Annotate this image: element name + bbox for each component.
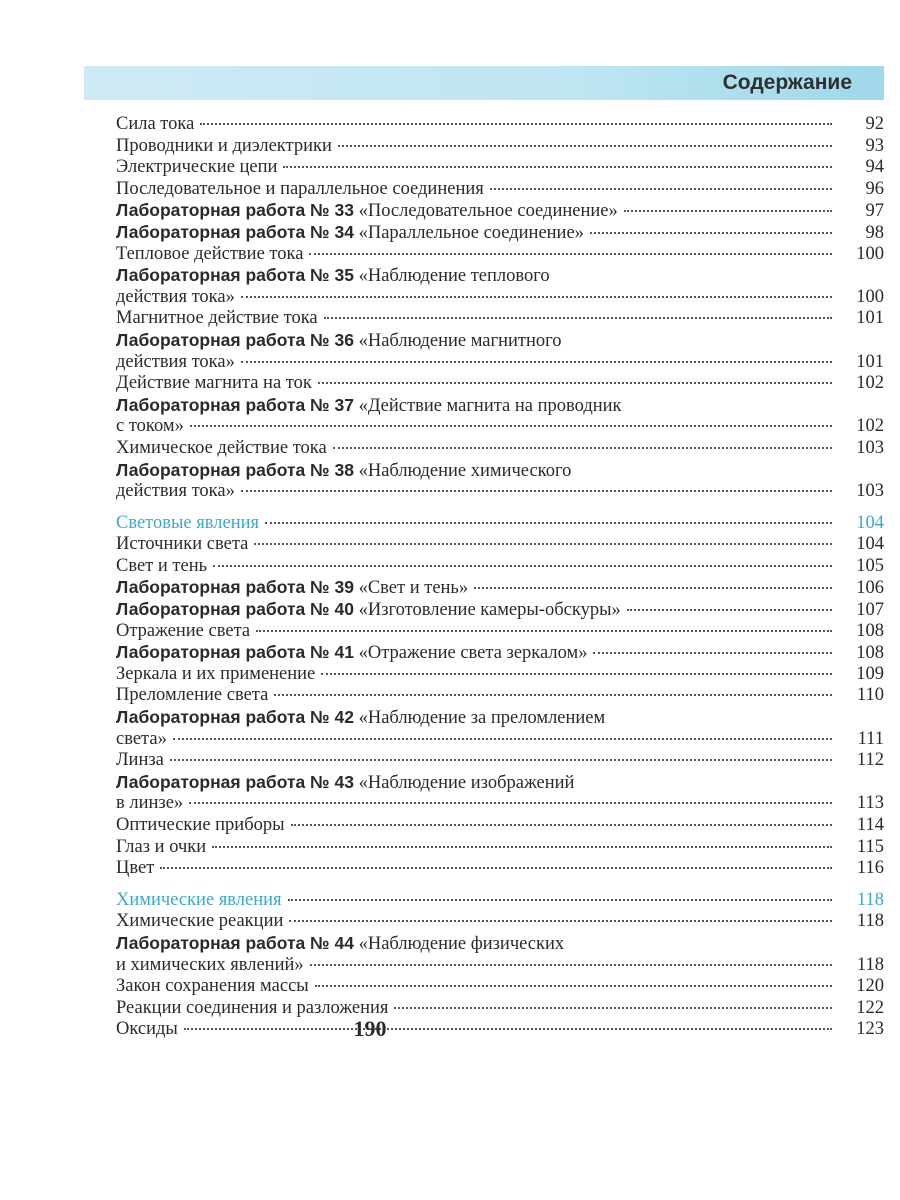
- toc-entry-first-line: [116, 707, 884, 729]
- toc-entry[interactable]: [116, 136, 884, 158]
- toc-entry[interactable]: [116, 685, 884, 707]
- toc-page-number: 105: [856, 555, 884, 576]
- dot-leader: [338, 145, 832, 147]
- toc-page-number: 109: [856, 663, 884, 684]
- dot-leader: [315, 985, 832, 987]
- toc-entry-title: Реакции соединения и разложения: [116, 997, 389, 1018]
- toc-page-number: 103: [856, 437, 884, 458]
- lab-description: «Последовательное соединение»: [353, 201, 618, 222]
- toc-entry[interactable]: [116, 599, 884, 621]
- toc-entry-title: Источники света: [116, 534, 249, 555]
- toc-entry[interactable]: [116, 373, 884, 395]
- toc-page-number: 102: [856, 373, 884, 394]
- dot-leader: [265, 522, 832, 524]
- toc-entry-title: Химическое действие тока: [116, 437, 327, 458]
- dot-leader: [593, 652, 832, 654]
- dot-leader: [189, 802, 832, 804]
- toc-page-number: 114: [856, 815, 884, 835]
- toc-entry-continuation: действия тока»: [116, 286, 235, 307]
- dot-leader: [212, 846, 832, 848]
- toc-page-number: 102: [856, 416, 884, 437]
- dot-leader: [490, 188, 832, 190]
- section-spacer: [116, 880, 884, 890]
- dot-leader: [310, 964, 832, 966]
- dot-leader: [318, 382, 832, 384]
- toc-page-number: 112: [856, 750, 884, 771]
- toc-entry[interactable]: [116, 157, 884, 179]
- dot-leader: [241, 296, 832, 298]
- lab-description: «Наблюдение теплового: [353, 266, 550, 287]
- toc-page-number: 116: [856, 858, 884, 879]
- lab-title: Лабораторная работа № 41: [116, 642, 354, 663]
- toc-page-number: 108: [856, 643, 884, 664]
- toc-entry[interactable]: [116, 642, 884, 664]
- toc-page-number: 111: [857, 728, 884, 749]
- dot-leader: [254, 543, 832, 545]
- lab-title: Лабораторная работа № 44: [116, 932, 354, 953]
- toc-entry-title: Глаз и очки: [116, 836, 207, 857]
- dot-leader: [173, 738, 832, 740]
- toc-entry[interactable]: [116, 556, 884, 578]
- toc-entry[interactable]: [116, 114, 884, 136]
- dot-leader: [256, 630, 832, 632]
- dot-leader: [590, 232, 832, 234]
- dot-leader: [289, 920, 832, 922]
- lab-title: Лабораторная работа № 33: [116, 200, 354, 221]
- toc-entry-continuation: действия тока»: [116, 481, 235, 502]
- toc-page-number: 118: [856, 954, 884, 975]
- lab-description: «Изготовление камеры-обскуры»: [353, 600, 621, 621]
- dot-leader: [241, 361, 832, 363]
- toc-entry-first-line: [116, 772, 884, 794]
- toc-entry-first-line: [116, 933, 884, 955]
- toc-entry-continuation: в линзе»: [116, 793, 184, 814]
- toc-page-number: 94: [865, 157, 884, 178]
- dot-leader: [309, 253, 832, 255]
- dot-leader: [213, 565, 832, 567]
- toc-entry[interactable]: [116, 621, 884, 643]
- toc-entry-title: [116, 642, 587, 665]
- toc-entry[interactable]: [116, 858, 884, 880]
- toc-entry-title: Сила тока: [116, 114, 195, 134]
- toc-entry[interactable]: [116, 793, 884, 815]
- toc-entry-title: Химические реакции: [116, 911, 284, 932]
- toc-entry[interactable]: [116, 200, 884, 222]
- dot-leader: [627, 609, 832, 611]
- toc-entry-title: Оксиды: [116, 1019, 178, 1040]
- page-title: Содержание: [722, 71, 852, 94]
- toc-entry-first-line: [116, 265, 884, 287]
- dot-leader: [291, 824, 832, 826]
- page-number: 190: [353, 1016, 387, 1041]
- lab-description: «Наблюдение химического: [353, 460, 572, 481]
- toc-entry-title: Свет и тень: [116, 555, 208, 576]
- toc-page-number: 118: [856, 911, 884, 932]
- toc-entry-title: Магнитное действие тока: [116, 308, 318, 329]
- toc-page-number: 103: [856, 481, 884, 502]
- dot-leader: [160, 867, 832, 869]
- section-spacer: [116, 503, 884, 513]
- lab-title: Лабораторная работа № 39: [116, 577, 354, 598]
- dot-leader: [288, 899, 832, 901]
- lab-title: Лабораторная работа № 35: [116, 265, 354, 286]
- dot-leader: [474, 587, 832, 589]
- toc-page-number: 101: [856, 308, 884, 329]
- lab-description: «Наблюдение изображений: [353, 772, 575, 793]
- header-band: [84, 66, 884, 100]
- toc-page-number: 123: [856, 1019, 884, 1040]
- toc-page-number: 98: [865, 222, 884, 243]
- section-title: Химические явления: [116, 889, 282, 910]
- dot-leader: [321, 673, 832, 675]
- toc-entry[interactable]: [116, 815, 884, 837]
- dot-leader: [283, 166, 832, 168]
- lab-description: «Свет и тень»: [353, 578, 469, 599]
- toc-page-number: 92: [865, 114, 884, 134]
- toc-entry-title: Оптические приборы: [116, 815, 285, 835]
- toc-entry-title: Закон сохранения массы: [116, 976, 309, 997]
- toc-entry[interactable]: [116, 222, 884, 244]
- dot-leader: [324, 317, 832, 319]
- section-title: Световые явления: [116, 512, 260, 533]
- toc-page-number: 107: [856, 600, 884, 621]
- toc-entry-title: Тепловое действие тока: [116, 243, 304, 264]
- toc-entry[interactable]: [116, 438, 884, 460]
- lab-title: Лабораторная работа № 43: [116, 771, 354, 792]
- toc-entry-title: Линза: [116, 750, 164, 771]
- toc-page-number: 104: [856, 512, 884, 533]
- toc-entry[interactable]: [116, 976, 884, 998]
- toc-entry-title: Цвет: [116, 858, 155, 879]
- toc-page-number: 115: [856, 836, 884, 857]
- dot-leader: [274, 694, 832, 696]
- toc-entry[interactable]: [116, 287, 884, 309]
- lab-title: Лабораторная работа № 40: [116, 599, 354, 620]
- dot-leader: [190, 425, 832, 427]
- dot-leader: [624, 210, 832, 212]
- lab-title: Лабораторная работа № 36: [116, 329, 354, 350]
- dot-leader: [170, 759, 832, 761]
- toc-entry[interactable]: [116, 416, 884, 438]
- toc-section[interactable]: [116, 513, 884, 535]
- lab-description: «Наблюдение магнитного: [353, 330, 562, 351]
- dot-leader: [394, 1007, 832, 1009]
- toc-page-number: 104: [856, 534, 884, 555]
- toc-page-number: 106: [856, 578, 884, 599]
- toc-page-number: 101: [856, 351, 884, 372]
- toc-entry-title: Проводники и диэлектрики: [116, 135, 332, 156]
- toc-entry[interactable]: [116, 179, 884, 201]
- toc-entry-title: [116, 599, 621, 622]
- toc-entry[interactable]: [116, 729, 884, 751]
- lab-description: «Наблюдение физических: [353, 933, 565, 954]
- toc-section[interactable]: [116, 890, 884, 912]
- toc-entry[interactable]: [116, 750, 884, 772]
- toc-entry-title: Отражение света: [116, 620, 251, 641]
- toc-entry[interactable]: [116, 577, 884, 599]
- toc-entry[interactable]: [116, 911, 884, 933]
- toc-entry-title: Электрические цепи: [116, 157, 278, 178]
- toc-page-number: 113: [856, 793, 884, 814]
- toc-page-number: 122: [856, 997, 884, 1018]
- dot-leader: [200, 123, 832, 125]
- lab-description: «Отражение света зеркалом»: [353, 643, 588, 664]
- toc-entry-title: [116, 200, 618, 223]
- toc-page-number: 97: [865, 201, 884, 222]
- toc-page-number: 108: [856, 620, 884, 641]
- toc-page-number: 100: [856, 286, 884, 307]
- dot-leader: [333, 447, 832, 449]
- lab-title: Лабораторная работа № 34: [116, 221, 354, 242]
- toc-page-number: 93: [865, 135, 884, 156]
- toc-entry[interactable]: [116, 955, 884, 977]
- toc-entry[interactable]: [116, 837, 884, 859]
- toc-page-number: 118: [856, 889, 884, 910]
- toc-entry[interactable]: [116, 481, 884, 503]
- toc-entry-continuation: и химических явлений»: [116, 954, 304, 975]
- toc-entry-title: Последовательное и параллельное соединения: [116, 178, 484, 199]
- toc-entry-first-line: [116, 330, 884, 352]
- toc-page-number: 96: [865, 178, 884, 199]
- lab-title: Лабораторная работа № 37: [116, 394, 354, 415]
- toc-page-number: 100: [856, 243, 884, 264]
- toc-page-number: 110: [856, 685, 884, 706]
- dot-leader: [241, 490, 832, 492]
- toc-entry[interactable]: [116, 244, 884, 266]
- lab-title: Лабораторная работа № 38: [116, 459, 354, 480]
- toc-entry-continuation: действия тока»: [116, 351, 235, 372]
- toc-entry-continuation: с током»: [116, 416, 184, 437]
- toc-entry[interactable]: [116, 534, 884, 556]
- toc-entry-first-line: [116, 395, 884, 417]
- toc-entry-title: Преломление света: [116, 685, 269, 706]
- toc-entry-title: Зеркала и их применение: [116, 663, 316, 684]
- toc-entry[interactable]: [116, 664, 884, 686]
- toc-entry-title: [116, 222, 584, 245]
- toc-entry-title: Действие магнита на ток: [116, 373, 312, 394]
- table-of-contents: [116, 114, 884, 1041]
- lab-description: «Наблюдение за преломлением: [353, 708, 606, 729]
- lab-description: «Параллельное соединение»: [353, 222, 584, 243]
- lab-title: Лабораторная работа № 42: [116, 707, 354, 728]
- toc-entry-title: [116, 577, 468, 600]
- toc-entry-first-line: [116, 460, 884, 482]
- toc-entry-continuation: света»: [116, 728, 167, 749]
- toc-entry[interactable]: [116, 308, 884, 330]
- toc-entry[interactable]: [116, 352, 884, 374]
- toc-page-number: 120: [856, 976, 884, 997]
- lab-description: «Действие магнита на проводник: [353, 395, 622, 416]
